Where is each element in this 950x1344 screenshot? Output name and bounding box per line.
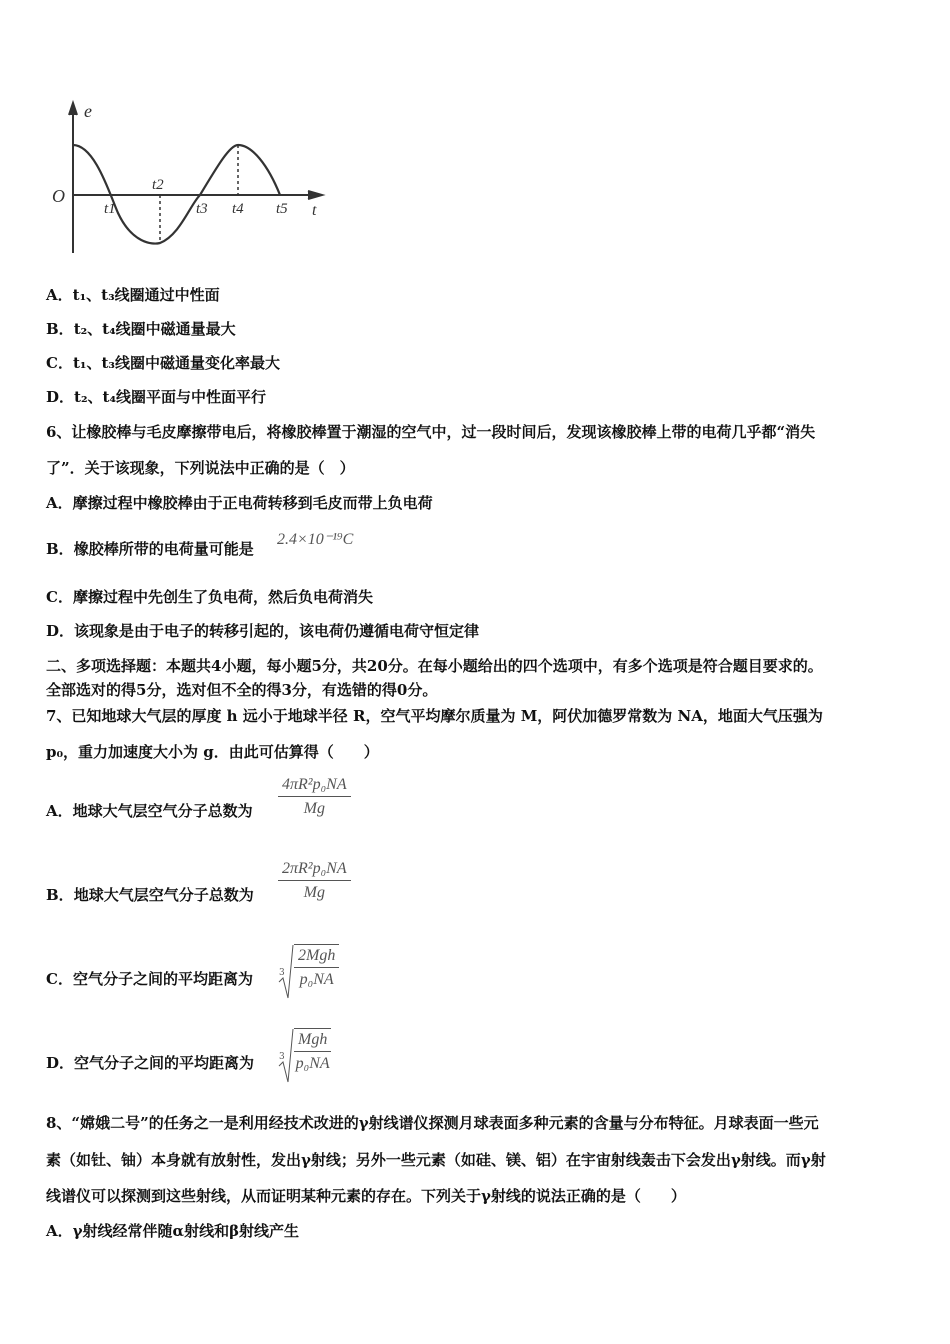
option-text: 摩擦过程中橡胶棒由于正电荷转移到毛皮而带上负电荷 — [72, 494, 433, 512]
fraction-numerator: 4πR²p₀NA — [278, 776, 351, 797]
option-letter: C． — [46, 970, 73, 988]
root-index: 3 — [279, 968, 285, 978]
fraction-numerator: 2πR²p₀NA — [278, 860, 351, 881]
origin-label: O — [52, 186, 65, 206]
q5-option-c[interactable] — [46, 353, 280, 373]
q7-option-c[interactable] — [46, 969, 253, 989]
tick-t5: t5 — [276, 201, 288, 217]
tick-t3: t3 — [196, 201, 208, 217]
option-text: 空气分子之间的平均距离为 — [74, 1054, 255, 1072]
q7-option-d-formula — [278, 1028, 331, 1073]
q5-option-b[interactable] — [46, 319, 236, 339]
option-letter: B． — [46, 886, 74, 904]
q6-option-d[interactable] — [46, 621, 479, 641]
tick-t4: t4 — [232, 201, 244, 217]
section2-instructions-line1: 二、多项选择题：本题共4小题，每小题5分，共20分。在每小题给出的四个选项中，有多个选项是符合题目要求的。 — [46, 657, 823, 675]
option-text: 地球大气层空气分子总数为 — [72, 802, 253, 820]
q8-stem-line3: 线谱仪可以探测到这些射线，从而证明某种元素的存在。下列关于γ射线的说法正确的是（ ） — [46, 1187, 686, 1205]
option-letter: B． — [46, 320, 74, 338]
tick-t1: t1 — [104, 201, 116, 217]
option-letter: A． — [46, 1222, 73, 1240]
option-letter: A． — [46, 802, 73, 820]
tick-t2: t2 — [152, 177, 164, 193]
q8-stem-line2: 素（如钍、铀）本身就有放射性，发出γ射线；另外一些元素（如硅、镁、铝）在宇宙射线轰击下会发出γ射线。而γ射 — [46, 1151, 826, 1169]
option-letter: A． — [46, 286, 73, 304]
q7-option-a-formula — [278, 776, 351, 818]
fraction-numerator: 2Mgh — [294, 947, 339, 968]
q5-option-d[interactable] — [46, 387, 266, 407]
option-text: t₁、t₃线圈通过中性面 — [72, 286, 220, 304]
option-text: t₂、t₄线圈平面与中性面平行 — [74, 388, 267, 406]
q7-option-b-formula — [278, 860, 351, 902]
fraction-denominator: Mg — [303, 800, 325, 817]
option-text: t₂、t₄线圈中磁通量最大 — [73, 320, 236, 338]
fraction-denominator: p₀NA — [295, 1055, 330, 1072]
q7-option-d[interactable] — [46, 1053, 254, 1073]
section2-instructions-line2: 全部选对的得5分，选对但不全的得3分，有选错的得0分。 — [46, 681, 438, 699]
option-text: 空气分子之间的平均距离为 — [72, 970, 253, 988]
option-letter: B． — [46, 540, 74, 558]
q7-stem-line2: p₀，重力加速度大小为 g．由此可估算得（ ） — [46, 743, 379, 761]
emf-time-graph — [40, 95, 340, 260]
fraction-denominator: Mg — [303, 884, 325, 901]
q6-option-c[interactable] — [46, 587, 373, 607]
fraction-numerator: Mgh — [294, 1031, 331, 1052]
q6-stem-line1: 6、让橡胶棒与毛皮摩擦带电后，将橡胶棒置于潮湿的空气中，过一段时间后，发现该橡胶棒上带的电荷几乎都“消失 — [46, 423, 816, 441]
option-text: 摩擦过程中先创生了负电荷，然后负电荷消失 — [72, 588, 373, 606]
root-index: 3 — [279, 1052, 285, 1062]
q7-option-b[interactable] — [46, 885, 254, 905]
option-text: t₁、t₃线圈中磁通量变化率最大 — [72, 354, 280, 372]
q8-stem-line1: 8、“嫦娥二号”的任务之一是利用经技术改进的γ射线谱仪探测月球表面多种元素的含量与分布特征。月球表面一些元 — [46, 1114, 819, 1132]
e-axis-arrow — [69, 103, 77, 115]
option-text: 地球大气层空气分子总数为 — [73, 886, 254, 904]
q7-option-a[interactable] — [46, 801, 253, 821]
t-axis-arrow — [308, 191, 322, 199]
option-letter: D． — [46, 388, 75, 406]
option-letter: C． — [46, 588, 73, 606]
option-letter: D． — [46, 1054, 75, 1072]
option-letter: A． — [46, 494, 73, 512]
q6-option-b[interactable] — [46, 539, 254, 559]
q6-option-b-charge-value: 2.4×10⁻¹⁹C — [277, 531, 354, 548]
q7-option-c-formula — [278, 944, 339, 989]
option-letter: C． — [46, 354, 73, 372]
q7-stem-line1: 7、已知地球大气层的厚度 h 远小于地球半径 R，空气平均摩尔质量为 M，阿伏加德罗常数为 NA，地面大气压强为 — [46, 707, 823, 725]
option-text: γ射线经常伴随α射线和β射线产生 — [72, 1222, 300, 1240]
t-axis-label: t — [312, 202, 317, 219]
q5-option-a[interactable] — [46, 285, 220, 305]
option-text: 橡胶棒所带的电荷量可能是 — [73, 540, 254, 558]
q6-stem-line2: 了”．关于该现象，下列说法中正确的是（ ） — [46, 459, 355, 477]
e-axis-label: e — [84, 101, 92, 121]
fraction-denominator: p₀NA — [299, 971, 334, 988]
option-text: 该现象是由于电子的转移引起的，该电荷仍遵循电荷守恒定律 — [74, 622, 480, 640]
q8-option-a[interactable] — [46, 1221, 299, 1241]
q6-option-a[interactable] — [46, 493, 433, 513]
option-letter: D． — [46, 622, 75, 640]
